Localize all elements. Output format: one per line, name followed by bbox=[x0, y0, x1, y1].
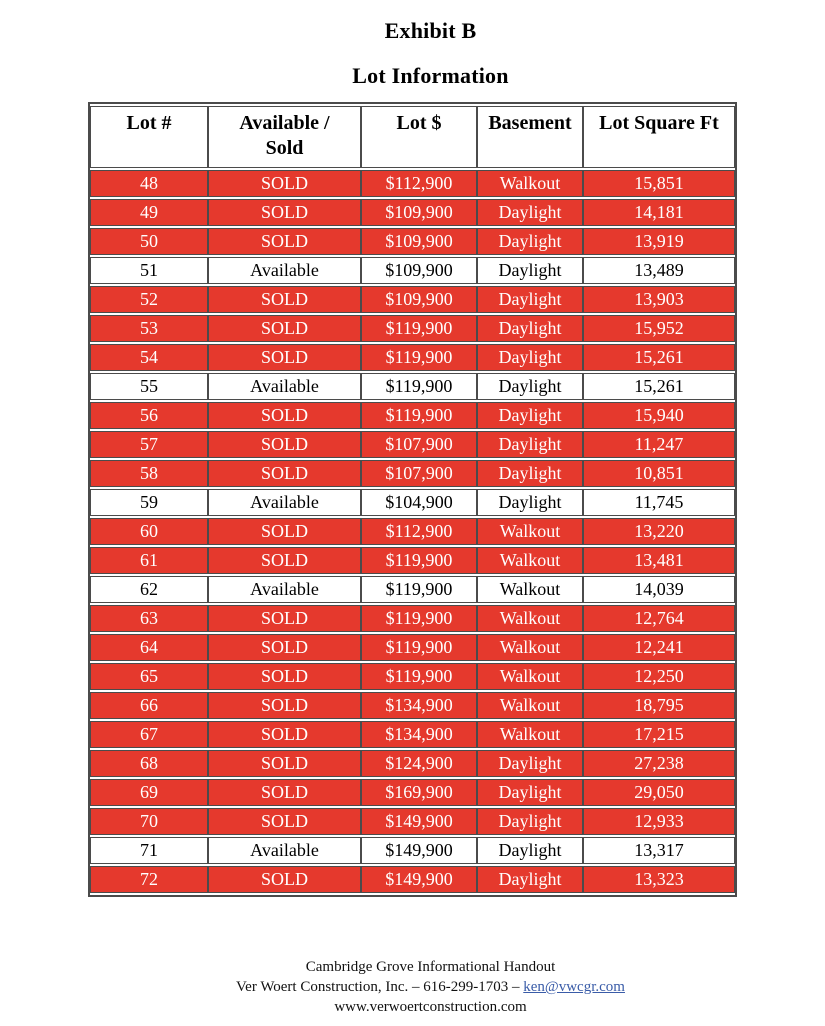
cell-price: $134,900 bbox=[361, 692, 477, 719]
cell-status: Available bbox=[208, 257, 361, 284]
cell-status: Available bbox=[208, 373, 361, 400]
cell-status: SOLD bbox=[208, 547, 361, 574]
table-row bbox=[90, 228, 735, 255]
cell-basement: Daylight bbox=[477, 750, 583, 777]
cell-price: $109,900 bbox=[361, 199, 477, 226]
table-row bbox=[90, 489, 735, 516]
footer-email-link[interactable]: ken@vwcgr.com bbox=[523, 979, 625, 995]
cell-basement: Daylight bbox=[477, 199, 583, 226]
cell-price: $124,900 bbox=[361, 750, 477, 777]
cell-status: SOLD bbox=[208, 663, 361, 690]
cell-status: SOLD bbox=[208, 460, 361, 487]
cell-lot-number: 49 bbox=[90, 199, 208, 226]
cell-price: $169,900 bbox=[361, 779, 477, 806]
column-header-lot-price: Lot $ bbox=[361, 106, 477, 168]
cell-basement: Walkout bbox=[477, 692, 583, 719]
cell-lot-number: 69 bbox=[90, 779, 208, 806]
column-header-lot-square-ft: Lot Square Ft bbox=[583, 106, 735, 168]
cell-basement: Daylight bbox=[477, 228, 583, 255]
cell-square-ft: 15,261 bbox=[583, 344, 735, 371]
cell-status: Available bbox=[208, 837, 361, 864]
cell-basement: Daylight bbox=[477, 431, 583, 458]
cell-price: $119,900 bbox=[361, 605, 477, 632]
cell-basement: Walkout bbox=[477, 721, 583, 748]
cell-lot-number: 54 bbox=[90, 344, 208, 371]
cell-basement: Walkout bbox=[477, 663, 583, 690]
cell-lot-number: 68 bbox=[90, 750, 208, 777]
cell-status: SOLD bbox=[208, 228, 361, 255]
cell-square-ft: 18,795 bbox=[583, 692, 735, 719]
cell-status: SOLD bbox=[208, 199, 361, 226]
cell-status: SOLD bbox=[208, 779, 361, 806]
table-row bbox=[90, 431, 735, 458]
table-row bbox=[90, 721, 735, 748]
cell-lot-number: 65 bbox=[90, 663, 208, 690]
table-row bbox=[90, 373, 735, 400]
cell-basement: Walkout bbox=[477, 634, 583, 661]
footer-company: Ver Woert Construction, Inc. bbox=[236, 979, 409, 995]
cell-price: $107,900 bbox=[361, 460, 477, 487]
cell-basement: Daylight bbox=[477, 286, 583, 313]
cell-status: SOLD bbox=[208, 750, 361, 777]
cell-square-ft: 27,238 bbox=[583, 750, 735, 777]
cell-price: $119,900 bbox=[361, 576, 477, 603]
cell-basement: Daylight bbox=[477, 344, 583, 371]
cell-square-ft: 12,241 bbox=[583, 634, 735, 661]
cell-lot-number: 55 bbox=[90, 373, 208, 400]
footer-separator: – bbox=[512, 979, 520, 995]
table-row bbox=[90, 257, 735, 284]
cell-square-ft: 13,903 bbox=[583, 286, 735, 313]
cell-basement: Daylight bbox=[477, 315, 583, 342]
cell-status: SOLD bbox=[208, 634, 361, 661]
cell-price: $119,900 bbox=[361, 373, 477, 400]
cell-status: SOLD bbox=[208, 866, 361, 893]
table-row bbox=[90, 605, 735, 632]
cell-square-ft: 15,851 bbox=[583, 170, 735, 197]
table-row bbox=[90, 837, 735, 864]
cell-lot-number: 62 bbox=[90, 576, 208, 603]
cell-status: SOLD bbox=[208, 518, 361, 545]
cell-basement: Walkout bbox=[477, 576, 583, 603]
cell-price: $149,900 bbox=[361, 837, 477, 864]
cell-lot-number: 72 bbox=[90, 866, 208, 893]
cell-price: $119,900 bbox=[361, 315, 477, 342]
cell-price: $112,900 bbox=[361, 170, 477, 197]
footer-contact-line bbox=[36, 977, 825, 997]
cell-square-ft: 13,481 bbox=[583, 547, 735, 574]
cell-price: $119,900 bbox=[361, 402, 477, 429]
cell-lot-number: 50 bbox=[90, 228, 208, 255]
section-title: Lot Information bbox=[352, 63, 509, 88]
cell-lot-number: 71 bbox=[90, 837, 208, 864]
cell-basement: Walkout bbox=[477, 605, 583, 632]
cell-status: SOLD bbox=[208, 286, 361, 313]
table-row bbox=[90, 518, 735, 545]
cell-lot-number: 64 bbox=[90, 634, 208, 661]
cell-lot-number: 60 bbox=[90, 518, 208, 545]
cell-status: SOLD bbox=[208, 170, 361, 197]
column-header-available-sold: Available / Sold bbox=[208, 106, 361, 168]
cell-price: $112,900 bbox=[361, 518, 477, 545]
cell-status: SOLD bbox=[208, 402, 361, 429]
table-row bbox=[90, 808, 735, 835]
cell-price: $134,900 bbox=[361, 721, 477, 748]
footer-handout-title: Cambridge Grove Informational Handout bbox=[305, 959, 556, 975]
table-row bbox=[90, 344, 735, 371]
cell-status: SOLD bbox=[208, 808, 361, 835]
cell-square-ft: 17,215 bbox=[583, 721, 735, 748]
cell-lot-number: 57 bbox=[90, 431, 208, 458]
cell-basement: Daylight bbox=[477, 489, 583, 516]
cell-status: SOLD bbox=[208, 315, 361, 342]
exhibit-title: Exhibit B bbox=[384, 18, 477, 43]
cell-square-ft: 13,317 bbox=[583, 837, 735, 864]
cell-lot-number: 51 bbox=[90, 257, 208, 284]
cell-price: $119,900 bbox=[361, 547, 477, 574]
cell-basement: Daylight bbox=[477, 402, 583, 429]
cell-price: $107,900 bbox=[361, 431, 477, 458]
cell-square-ft: 12,250 bbox=[583, 663, 735, 690]
cell-basement: Daylight bbox=[477, 460, 583, 487]
cell-status: Available bbox=[208, 489, 361, 516]
cell-price: $149,900 bbox=[361, 866, 477, 893]
table-row bbox=[90, 750, 735, 777]
cell-status: SOLD bbox=[208, 605, 361, 632]
cell-basement: Daylight bbox=[477, 257, 583, 284]
cell-square-ft: 15,940 bbox=[583, 402, 735, 429]
cell-square-ft: 13,220 bbox=[583, 518, 735, 545]
cell-basement: Daylight bbox=[477, 808, 583, 835]
cell-lot-number: 63 bbox=[90, 605, 208, 632]
cell-lot-number: 70 bbox=[90, 808, 208, 835]
cell-lot-number: 59 bbox=[90, 489, 208, 516]
column-header-lot-number: Lot # bbox=[90, 106, 208, 168]
cell-basement: Daylight bbox=[477, 866, 583, 893]
cell-lot-number: 58 bbox=[90, 460, 208, 487]
cell-price: $149,900 bbox=[361, 808, 477, 835]
table-row bbox=[90, 460, 735, 487]
cell-lot-number: 56 bbox=[90, 402, 208, 429]
footer-phone: 616-299-1703 bbox=[423, 979, 509, 995]
cell-status: SOLD bbox=[208, 721, 361, 748]
cell-status: SOLD bbox=[208, 344, 361, 371]
table-header-row bbox=[90, 106, 735, 168]
footer-website: www.verwoertconstruction.com bbox=[334, 999, 527, 1015]
table-row bbox=[90, 692, 735, 719]
cell-square-ft: 10,851 bbox=[583, 460, 735, 487]
cell-square-ft: 13,489 bbox=[583, 257, 735, 284]
cell-price: $104,900 bbox=[361, 489, 477, 516]
cell-square-ft: 12,933 bbox=[583, 808, 735, 835]
cell-square-ft: 15,261 bbox=[583, 373, 735, 400]
cell-status: SOLD bbox=[208, 692, 361, 719]
table-row bbox=[90, 779, 735, 806]
cell-price: $109,900 bbox=[361, 286, 477, 313]
table-row bbox=[90, 170, 735, 197]
cell-status: Available bbox=[208, 576, 361, 603]
cell-square-ft: 14,181 bbox=[583, 199, 735, 226]
lot-information-table bbox=[88, 102, 737, 897]
cell-price: $119,900 bbox=[361, 634, 477, 661]
cell-square-ft: 15,952 bbox=[583, 315, 735, 342]
cell-price: $119,900 bbox=[361, 344, 477, 371]
cell-basement: Walkout bbox=[477, 518, 583, 545]
cell-basement: Daylight bbox=[477, 373, 583, 400]
table-row bbox=[90, 663, 735, 690]
cell-basement: Walkout bbox=[477, 547, 583, 574]
footer bbox=[0, 957, 825, 1017]
table-row bbox=[90, 576, 735, 603]
cell-square-ft: 13,323 bbox=[583, 866, 735, 893]
cell-price: $119,900 bbox=[361, 663, 477, 690]
cell-square-ft: 11,745 bbox=[583, 489, 735, 516]
cell-square-ft: 29,050 bbox=[583, 779, 735, 806]
footer-separator: – bbox=[412, 979, 420, 995]
title-block bbox=[0, 0, 825, 89]
table-row bbox=[90, 199, 735, 226]
table-row bbox=[90, 866, 735, 893]
cell-basement: Daylight bbox=[477, 779, 583, 806]
cell-lot-number: 53 bbox=[90, 315, 208, 342]
column-header-basement: Basement bbox=[477, 106, 583, 168]
cell-price: $109,900 bbox=[361, 257, 477, 284]
table-row bbox=[90, 286, 735, 313]
cell-basement: Walkout bbox=[477, 170, 583, 197]
cell-price: $109,900 bbox=[361, 228, 477, 255]
table-row bbox=[90, 402, 735, 429]
cell-status: SOLD bbox=[208, 431, 361, 458]
cell-square-ft: 14,039 bbox=[583, 576, 735, 603]
cell-lot-number: 48 bbox=[90, 170, 208, 197]
table-row bbox=[90, 634, 735, 661]
cell-lot-number: 67 bbox=[90, 721, 208, 748]
cell-lot-number: 66 bbox=[90, 692, 208, 719]
cell-basement: Daylight bbox=[477, 837, 583, 864]
cell-square-ft: 13,919 bbox=[583, 228, 735, 255]
cell-square-ft: 11,247 bbox=[583, 431, 735, 458]
cell-lot-number: 52 bbox=[90, 286, 208, 313]
cell-lot-number: 61 bbox=[90, 547, 208, 574]
cell-square-ft: 12,764 bbox=[583, 605, 735, 632]
table-row bbox=[90, 547, 735, 574]
table-row bbox=[90, 315, 735, 342]
